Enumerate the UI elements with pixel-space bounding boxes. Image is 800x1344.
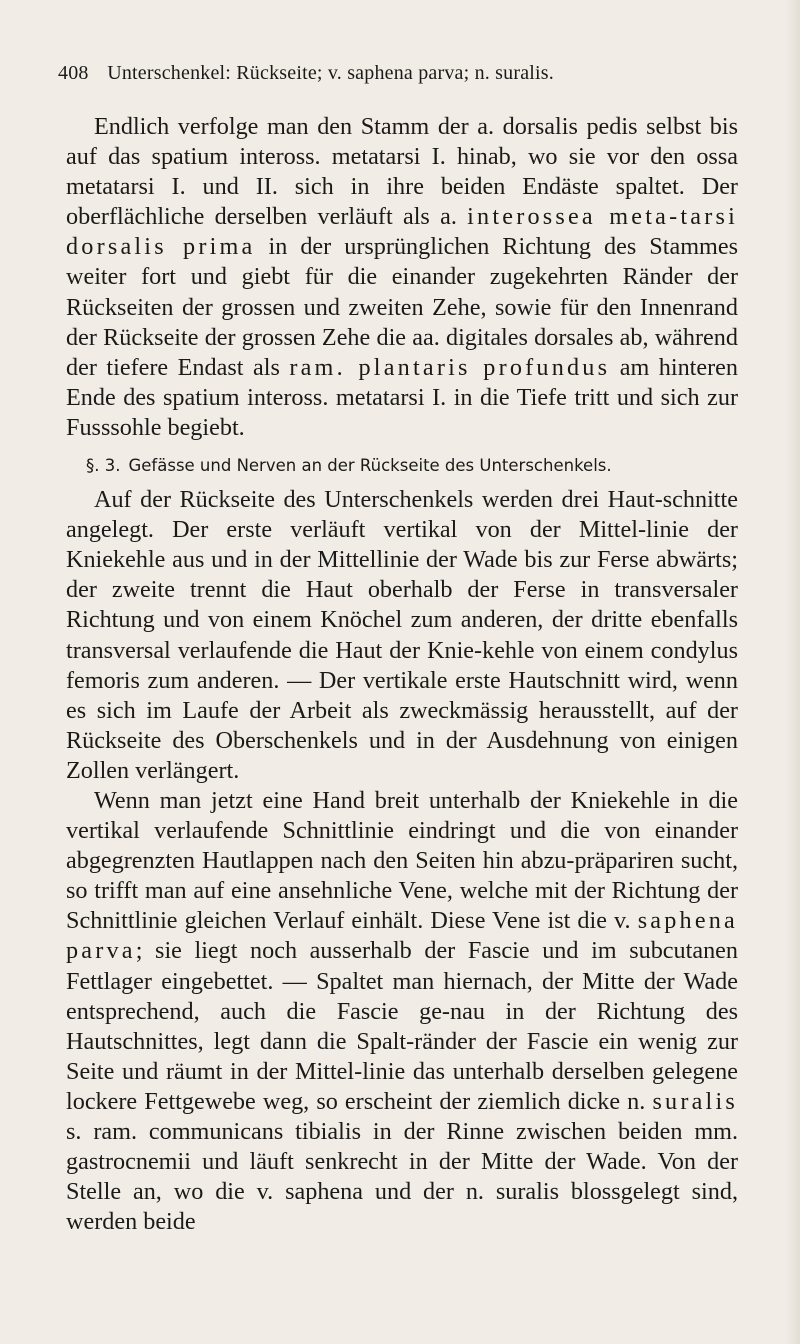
running-header — [58, 62, 738, 92]
paragraph-text: in der ursprünglichen Richtung des Stammes weiter fort und giebt für die einander zugekehrten Ränder der Rückseiten der grossen und zweiten Zehe, sowie für den Innenrand der Rückseite der grossen Zehe die aa. digitales dorsales ab, während der tiefere Endast als — [66, 233, 738, 381]
paragraph-text: s. ram. communicans tibialis in der Rinne zwischen beiden mm. gastrocnemii und läuft senkrecht in der Mitte der Wade. Von der Stelle an, wo die v. saphena und der n. suralis blossgelegt sind, werden beide — [66, 1118, 738, 1236]
paragraph-text: am hinteren Ende des spatium inteross. metatarsi I. in die Tiefe tritt und sich zur Fusssohle begiebt. — [66, 353, 739, 441]
page-edge-shadow — [786, 0, 800, 1344]
section-title: Gefässe und Nerven an der Rückseite des Unterschenkels. — [128, 456, 612, 476]
spaced-term: interossea meta-tarsi dorsalis prima — [66, 203, 738, 261]
spaced-term: ram. plantaris profundus — [289, 353, 611, 381]
paragraph-arteria-dorsalis-pedis — [66, 112, 738, 443]
paragraph-text: ; sie liegt noch ausserhalb der Fascie und im subcutanen Fettlager eingebettet. — Spaltet man hiernach, der Mitte der Wade entsprechend, auch die Fascie ge-nau in der Richtung des Hautschnittes, legt dann die Spalt-ränder der Fascie ein wenig zur Seite und räumt in der Mittel-linie das unterhalb derselben gelegene lockere Fettgewebe weg, so erscheint der ziemlich dicke n. — [66, 937, 738, 1115]
spaced-term: suralis — [652, 1087, 738, 1115]
paragraph-saphena-parva — [66, 786, 738, 1237]
paragraph-text: Endlich verfolge man den Stamm der a. dorsalis pedis selbst bis auf das spatium inteross. metatarsi I. hinab, wo sie vor den ossa metatarsi I. und II. sich in ihre beiden Endäste spaltet. Der oberflächliche derselben verläuft als a. — [66, 113, 738, 231]
paragraph-hautschnitte: Auf der Rückseite des Unterschenkels werden drei Haut-schnitte angelegt. Der erste verläuft vertikal von der Mittel-linie der Kniekehle aus und in der Mittellinie der Wade bis zur Ferse abwärts; der zweite trennt die Haut oberhalb der Ferse in transversaler Richtung und von einem Knöchel zum anderen, der dritte ebenfalls transversal verlaufende die Haut der Knie-kehle von einem condylus femoris zum anderen. — Der vertikale erste Hautschnitt wird, wenn es sich im Laufe der Arbeit als zweckmässig herausstellt, auf der Rückseite des Oberschenkels und in der Ausdehnung von einigen Zollen verlängert. — [66, 486, 738, 784]
section-number: §. 3. — [86, 456, 121, 476]
page-number: 408 — [58, 62, 89, 84]
body-text — [66, 112, 738, 1237]
running-title: Unterschenkel: Rückseite; v. saphena parva; n. suralis. — [107, 62, 554, 84]
spaced-term: saphena parva — [66, 907, 738, 965]
paragraph-text: Wenn man jetzt eine Hand breit unterhalb der Kniekehle in die vertikal verlaufende Schnittlinie eindringt und die von einander abgegrenzten Hautlappen nach den Seiten hin abzu-präpariren sucht, so trifft man auf eine ansehnliche Vene, welche mit der Richtung der Schnittlinie gleichen Verlauf einhält. Diese Vene ist die v. — [66, 786, 738, 935]
section-heading — [66, 455, 738, 477]
